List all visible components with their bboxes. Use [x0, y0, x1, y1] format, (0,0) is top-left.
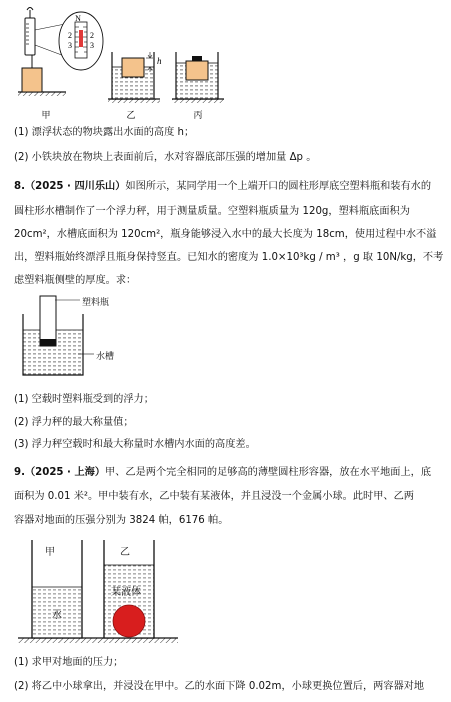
figure-two-containers — [18, 536, 178, 656]
metal-ball — [113, 605, 145, 637]
q8-source: （2025 · 四川乐山） — [24, 181, 126, 192]
q8-ask-3: (3) 浮力秤空载时和最大称量时水槽内水面的高度差。 — [14, 439, 256, 450]
water-label: 水 — [52, 610, 62, 621]
caption-jia: 甲 — [41, 111, 51, 121]
caption-bing: 丙 — [193, 111, 203, 121]
q9-source: （2025 · 上海） — [24, 467, 106, 478]
q9-number: 9. — [14, 467, 25, 478]
liquid-label: 某液体 — [111, 587, 141, 598]
scale-mark-right-2: 2 — [90, 31, 94, 40]
container-yi-label: 乙 — [120, 547, 130, 558]
container-jia-label: 甲 — [45, 547, 55, 558]
caption-yi: 乙 — [126, 111, 136, 121]
q9-text-1: 甲、乙是两个完全相同的足够高的薄壁圆柱形容器，放在水平地面上，底 — [105, 467, 432, 478]
scale-unit-label: N — [75, 14, 81, 23]
q8-line-4: 出，塑料瓶始终漂浮且瓶身保持竖直。已知水的密度为 1.0×10³kg / m³ ，g 取 10N/kg，不考 — [14, 252, 444, 263]
q8-line-1 — [14, 180, 431, 193]
q8-line-5: 虑塑料瓶侧壁的厚度。求： — [14, 275, 137, 286]
scale-mark-right-3: 3 — [90, 41, 94, 50]
h-label: h — [157, 56, 162, 66]
q8-ask-1: (1) 空载时塑料瓶受到的浮力； — [14, 394, 154, 405]
label-water-tank: 水槽 — [96, 352, 115, 362]
q9-ask-1: (1) 求甲对地面的压力； — [14, 657, 124, 668]
q8-ask-2: (2) 浮力秤的最大称量值； — [14, 417, 134, 428]
scale-mark-left-2: 2 — [68, 31, 72, 40]
scale-mark-left-3: 3 — [68, 41, 72, 50]
q9-line-3: 容器对地面的压强分别为 3824 帕，6176 帕。 — [14, 515, 229, 526]
q9-ask-2: (2) 将乙中小球拿出，并浸没在甲中。乙的水面下降 0.02m，小球更换位置后，两容器对地 — [14, 681, 425, 692]
q9-line-1 — [14, 466, 431, 479]
q9-line-2: 面积为 0.01 米²。甲中装有水，乙中装有某液体，并且浸没一个金属小球。此时甲、乙两 — [14, 491, 414, 502]
q8-number: 8. — [14, 181, 25, 192]
figure-float-block — [0, 0, 451, 125]
q7-ask-2: (2) 小铁块放在物块上表面前后，水对容器底部压强的增加量 Δp 。 — [14, 152, 317, 163]
q8-line-2: 圆柱形水槽制作了一个浮力秤，用于测量质量。空塑料瓶质量为 120g，塑料瓶底面积为 — [14, 206, 410, 217]
q8-text-1: 如图所示，某同学用一个上端开口的圆柱形厚底空塑料瓶和装有水的 — [125, 181, 432, 192]
q8-line-3: 20cm²，水槽底面积为 120cm²，瓶身能够浸入水中的最大长度为 18cm，使用过程中水不溢 — [14, 229, 437, 240]
panel-bing — [172, 52, 224, 103]
label-plastic-bottle: 塑料瓶 — [82, 298, 110, 308]
panel-yi — [108, 52, 160, 103]
panel-jia — [18, 8, 103, 97]
q7-ask-1: (1) 漂浮状态的物块露出水面的高度 h； — [14, 127, 195, 138]
